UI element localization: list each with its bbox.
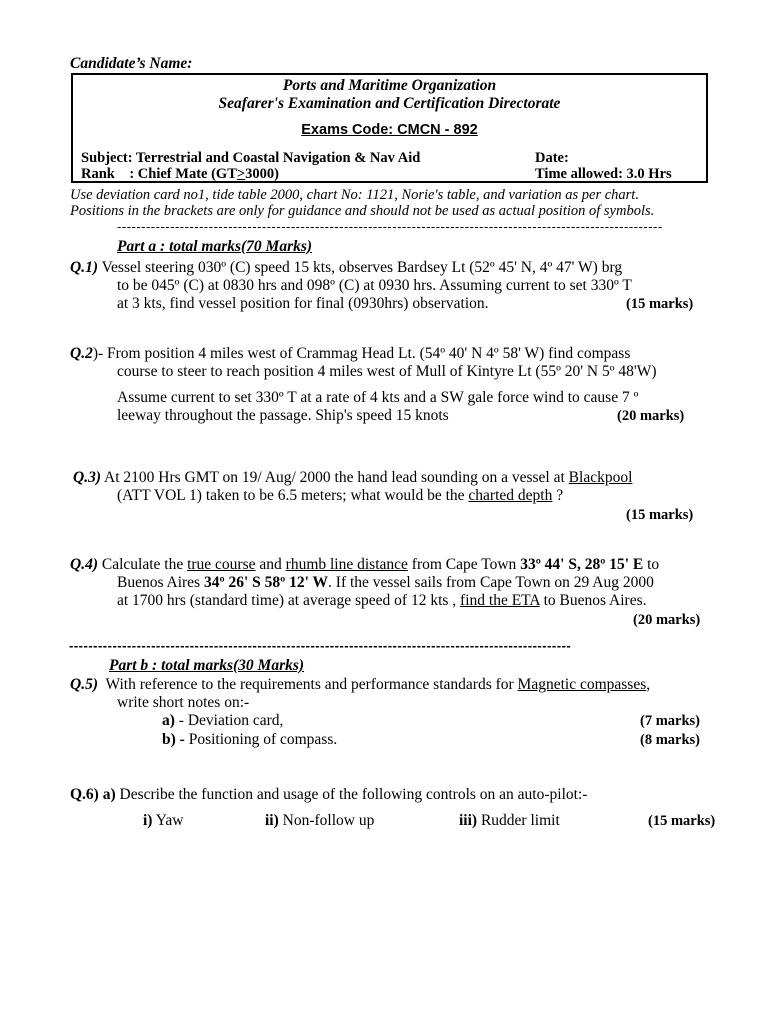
q5-line-1: Q.5) With reference to the requirements and performance standards for Magnetic compasses, [70,676,651,693]
q3-marks: (15 marks) [626,507,694,523]
q2-marks: (20 marks) [617,408,685,424]
q1-number: Q.1) [70,259,98,276]
section-separator: -------------------------------------------------------------------------------------------------------- [69,638,572,653]
q5-b-marks: (8 marks) [640,732,701,748]
q6-item-iii: iii) Rudder limit [459,812,560,829]
q4-line-3: at 1700 hrs (standard time) at average speed of 12 kts , find the ETA to Buenos Aires. [117,592,647,609]
exam-code: Exams Code: CMCN - 892 [301,122,478,138]
part-b-title: Part b : total marks(30 Marks) [109,657,305,674]
organization-title: Ports and Maritime Organization [282,77,497,94]
q2-line-1: Q.2)- From position 4 miles west of Crammag Head Lt. (54º 40' N 4º 58' W) find compass [70,345,631,362]
q4-line-1: Q.4) Calculate the true course and rhumb line distance from Cape Town 33º 44' S, 28º 15' E to [70,556,660,573]
rank-line: Rank : Chief Mate (GT>3000) [81,166,279,182]
q4-number: Q.4) [70,556,98,573]
q4-line-2: Buenos Aires 34º 26' S 58º 12' W. If the vessel sails from Cape Town on 29 Aug 2000 [117,574,654,591]
candidate-name-label: Candidate’s Name: [70,55,193,72]
q1-line-2: to be 045º (C) at 0830 hrs and 098º (C) at 0930 hrs. Assuming current to set 330º T [117,277,632,294]
q1-line-1: Q.1) Vessel steering 030º (C) speed 15 kts, observes Bardsey Lt (52º 45' N, 4º 47' W) brg [70,259,623,276]
instruction-line-1: Use deviation card no1, tide table 2000, chart No: 1121, Norie's table, and variation as per chart. [70,187,639,203]
q1-marks: (15 marks) [626,296,694,312]
subject-line: Subject: Terrestrial and Coastal Navigation & Nav Aid [81,150,421,166]
q6-item-i: i) Yaw [143,812,184,829]
directorate-title: Seafarer's Examination and Certification Directorate [218,95,561,112]
q5-item-a: a) - Deviation card, [162,712,284,729]
q5-a-marks: (7 marks) [640,713,701,729]
q6-number: Q.6) a) [70,786,116,803]
q2-number: Q.2 [70,345,93,362]
instruction-divider: ----------------------------------------------------------------------------------------------------------------- [117,219,663,234]
q5-item-b: b) - Positioning of compass. [162,731,338,748]
q5-line-2: write short notes on:- [117,694,250,711]
q4-marks: (20 marks) [633,612,701,628]
instruction-line-2: Positions in the brackets are only for guidance and should not be used as actual position of symbols. [70,203,655,219]
q5-number: Q.5) [70,676,98,693]
q2-line-2: course to steer to reach position 4 miles west of Mull of Kintyre Lt (55º 20' N 5º 48'W) [117,363,657,380]
date-label: Date: [535,150,569,166]
q6-marks: (15 marks) [648,813,716,829]
time-allowed: Time allowed: 3.0 Hrs [535,166,672,182]
q6-item-ii: ii) Non-follow up [265,812,375,829]
q1-line-3: at 3 kts, find vessel position for final (0930hrs) observation. [117,295,489,312]
q3-line-1: Q.3) At 2100 Hrs GMT on 19/ Aug/ 2000 the hand lead sounding on a vessel at Blackpool [73,469,633,486]
part-a-title: Part a : total marks(70 Marks) [117,238,313,255]
q2-line-4: leeway throughout the passage. Ship's speed 15 knots [117,407,449,424]
q6-line-1: Q.6) a) Describe the function and usage of the following controls on an auto-pilot:- [70,786,588,803]
q3-line-2: (ATT VOL 1) taken to be 6.5 meters; what would be the charted depth ? [117,487,564,504]
q3-number: Q.3) [73,469,101,486]
q2-line-3: Assume current to set 330º T at a rate of 4 kts and a SW gale force wind to cause 7 º [117,389,639,406]
